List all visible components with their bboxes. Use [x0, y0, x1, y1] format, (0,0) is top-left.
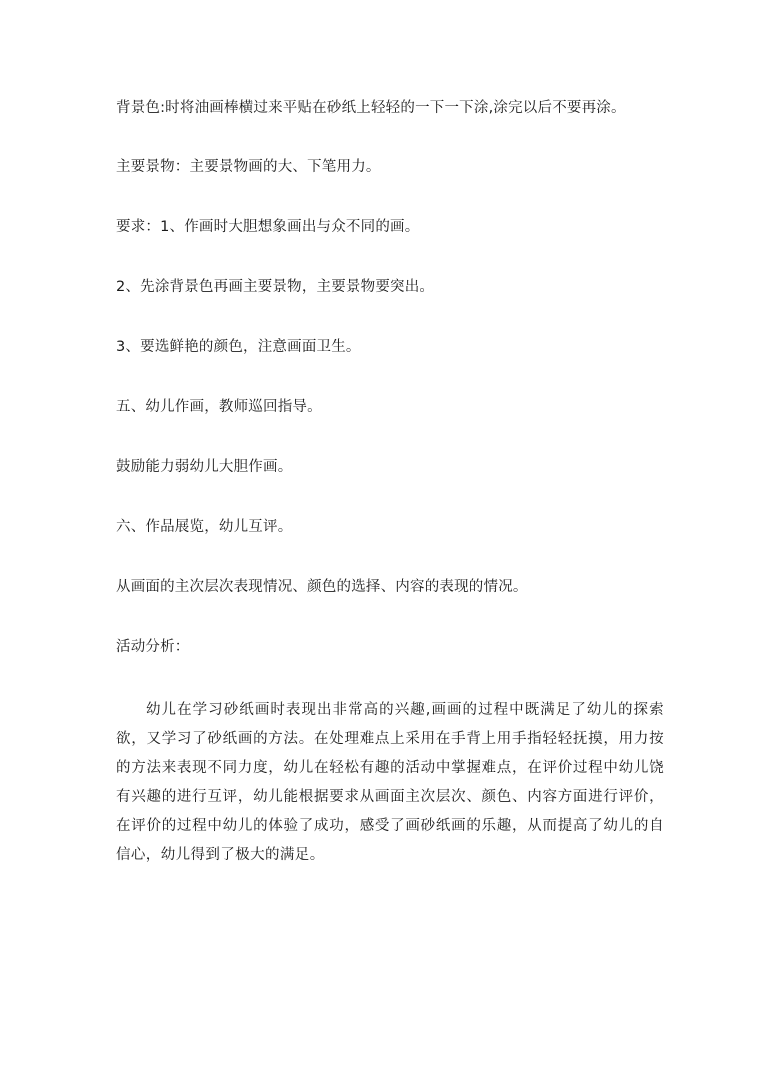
- requirement-1: 要求：1、作画时大胆想象画出与众不同的画。: [116, 219, 420, 235]
- requirement-3: 3、要选鲜艳的颜色，注意画面卫生。: [116, 339, 361, 355]
- section-six-heading: 六、作品展览，幼儿互评。: [116, 519, 293, 535]
- main-subject-instruction: 主要景物：主要景物画的大、下笔用力。: [116, 159, 381, 175]
- evaluation-criteria: 从画面的主次层次表现情况、颜色的选择、内容的表现的情况。: [116, 579, 528, 595]
- section-five-heading: 五、幼儿作画，教师巡回指导。: [116, 399, 322, 415]
- requirement-2: 2、先涂背景色再画主要景物，主要景物要突出。: [116, 279, 435, 295]
- background-color-instruction: 背景色:时将油画棒横过来平贴在砂纸上轻轻的一下一下涂,涂完以后不要再涂。: [116, 100, 626, 116]
- encouragement-line: 鼓励能力弱幼儿大胆作画。: [116, 459, 293, 475]
- activity-analysis-heading: 活动分析：: [116, 639, 190, 655]
- activity-analysis-paragraph: 幼儿在学习砂纸画时表现出非常高的兴趣,画画的过程中既满足了幼儿的探索欲，又学习了砂纸画的方法。在处理难点上采用在手背上用手指轻轻抚摸，用力按的方法来表现不同力度，幼儿在轻松有趣的活动中掌握难点，在评价过程中幼儿饶有兴趣的进行互评，幼儿能根据要求从画面主次层次、颜色、内容方面进行评价，在评价的过程中幼儿的体验了成功，感受了画砂纸画的乐趣，从而提高了幼儿的自信心，幼儿得到了极大的满足。: [116, 702, 664, 863]
